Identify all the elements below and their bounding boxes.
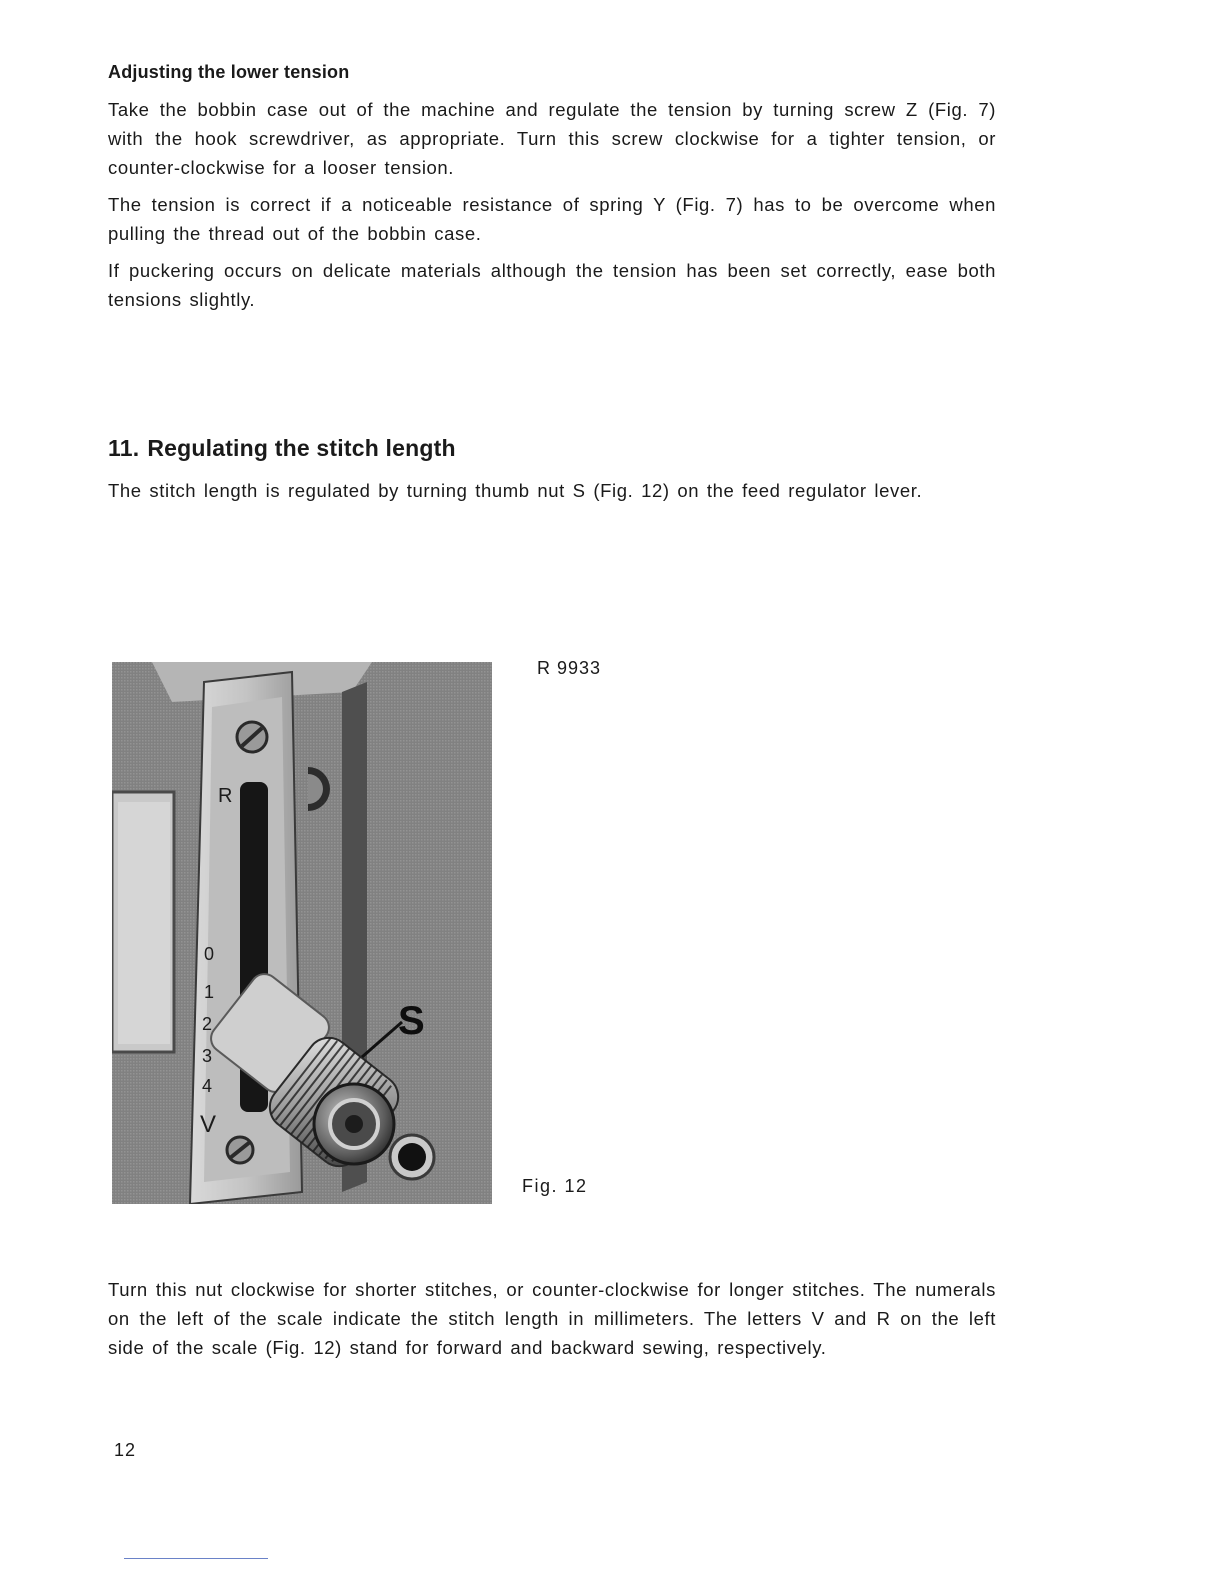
bottom-rule — [124, 1558, 268, 1559]
stitch-length-paragraph-1: The stitch length is regulated by turning thumb nut S (Fig. 12) on the feed regulator lever. — [108, 480, 923, 501]
lower-tension-heading: Adjusting the lower tension — [108, 62, 350, 82]
figure-caption: Fig. 12 — [522, 1176, 588, 1196]
scale-label-3: 3 — [202, 1046, 213, 1066]
callout-label-s: S — [398, 999, 425, 1043]
lower-tension-paragraph-3: If puckering occurs on delicate materials although the tension has been set correctly, ease both tensions slightly. — [108, 260, 996, 310]
lower-screw — [227, 1137, 253, 1163]
round-plug — [390, 1135, 434, 1179]
stitch-length-paragraph-2: Turn this nut clockwise for shorter stitches, or counter-clockwise for longer stitches. The numerals on the left of the scale indicate the stitch length in millimeters. The letters V and R on the left side of the scale (Fig. 12) stand for forward and backward sewing, respectively. — [108, 1279, 996, 1358]
lower-tension-paragraph-2: The tension is correct if a noticeable resistance of spring Y (Fig. 7) has to be overcome when pulling the thread out of the bobbin case. — [108, 194, 996, 244]
page-number: 12 — [114, 1440, 137, 1460]
section-number: 11. — [108, 435, 140, 461]
scale-label-v: V — [200, 1111, 217, 1138]
lower-tension-paragraph-1: Take the bobbin case out of the machine and regulate the tension by turning screw Z (Fig. 7) with the hook screwdriver, as appropriate. Turn this screw clockwise for a tighter tension, or counter-clockwise for a looser tension. — [108, 99, 996, 178]
upper-screw — [237, 722, 267, 752]
stitch-length-heading — [108, 435, 996, 462]
scale-label-2: 2 — [202, 1014, 213, 1034]
scale-label-r: R — [218, 785, 233, 807]
section-title: Regulating the stitch length — [147, 435, 456, 461]
scale-label-1: 1 — [204, 982, 215, 1002]
scale-label-0: 0 — [204, 944, 215, 964]
figure-photo — [112, 662, 492, 1204]
scale-label-4: 4 — [202, 1076, 213, 1096]
figure-reference-code: R 9933 — [537, 658, 602, 678]
